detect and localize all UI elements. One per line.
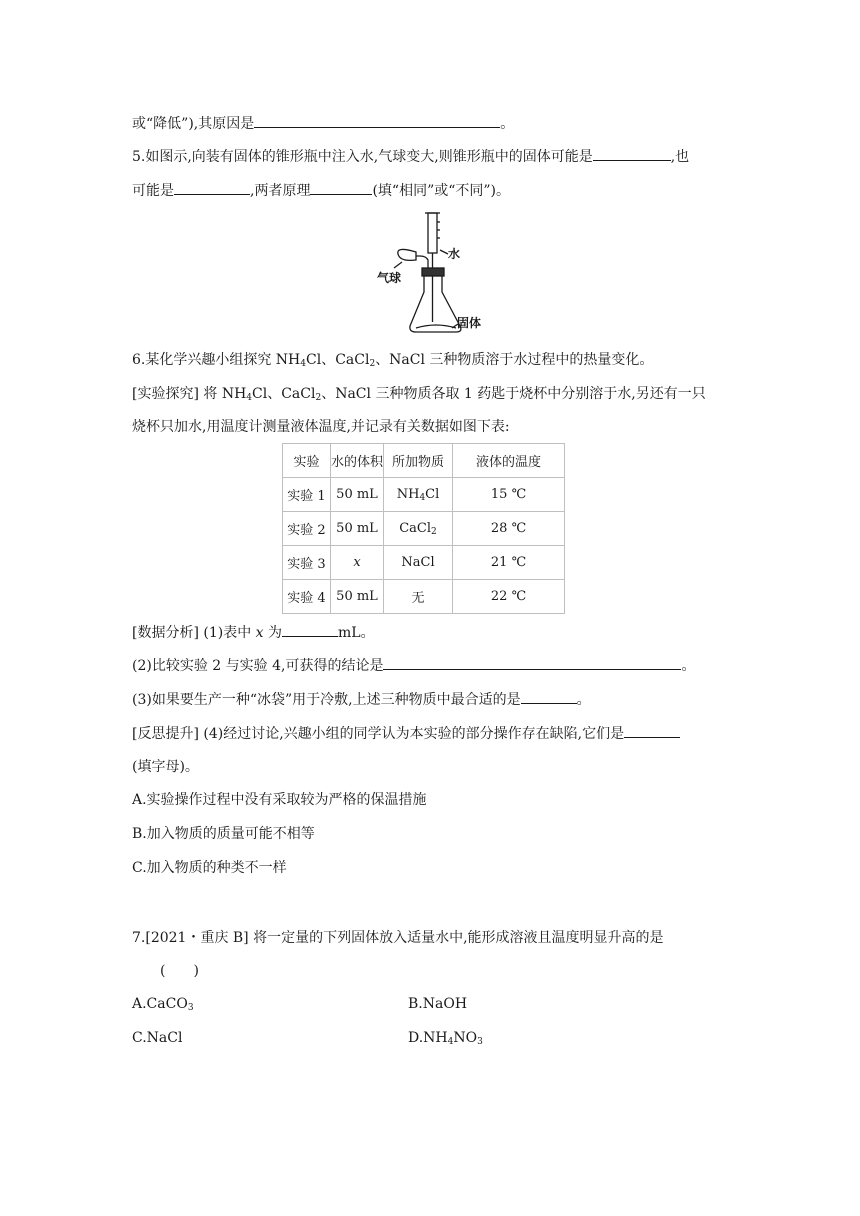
substance-a: NH xyxy=(396,487,420,502)
q6-p1-a: [数据分析] (1)表中 xyxy=(132,625,256,641)
subscript: 2 xyxy=(369,359,376,369)
table-header: 液体的温度 xyxy=(453,444,565,478)
subscript: 2 xyxy=(315,393,322,403)
q6-explore-c: 、NaCl 三种物质各取 1 药匙于烧杯中分别溶于水,另还有一只 xyxy=(321,386,706,402)
q5-text-d: ,两者原理 xyxy=(250,183,311,199)
subscript: 4 xyxy=(246,393,253,403)
table-cell: 28 ℃ xyxy=(453,512,565,546)
option-a-text: A.CaCO xyxy=(132,996,188,1012)
q7-stem: 7.[2021・重庆 B] 将一定量的下列固体放入适量水中,能形成溶液且温度明显升高的是 xyxy=(132,930,664,946)
q7-option-d xyxy=(408,1028,483,1048)
q5-text-c: 可能是 xyxy=(132,183,174,199)
answer-blank xyxy=(174,180,250,195)
option-b: B.加入物质的质量可能不相等 xyxy=(132,826,315,842)
q6-part-2 xyxy=(132,655,695,676)
subscript: 4 xyxy=(300,359,307,369)
q6-p1-c: mL。 xyxy=(338,625,375,641)
answer-blank xyxy=(593,146,671,161)
table-cell: 21 ℃ xyxy=(453,546,565,580)
table-cell: 15 ℃ xyxy=(453,478,565,512)
table-cell: NaCl xyxy=(384,546,453,580)
q5-text-b: ,也 xyxy=(670,149,690,165)
option-c: C.加入物质的种类不一样 xyxy=(132,860,287,876)
q6-p2-b: 。 xyxy=(681,658,696,674)
q7-answer-paren: ( ) xyxy=(160,963,199,979)
q6-intro-b: Cl、CaCl xyxy=(306,352,370,368)
q6-explore xyxy=(132,384,706,404)
table-row xyxy=(283,580,565,614)
q6-p2-a: (2)比较实验 2 与实验 4,可获得的结论是 xyxy=(132,658,384,674)
substance-a: CaCl xyxy=(399,521,432,536)
table-cell: 实验 1 xyxy=(283,478,331,512)
q6-p3-b: 。 xyxy=(576,692,591,708)
table-cell: 50 mL xyxy=(331,478,384,512)
option-a: A.实验操作过程中没有采取较为严格的保温措施 xyxy=(132,792,427,808)
answer-blank xyxy=(254,113,500,128)
answer-blank xyxy=(624,723,680,738)
q5-line-1 xyxy=(132,146,689,167)
option-d-text-a: D.NH xyxy=(408,1030,448,1046)
table-cell xyxy=(384,478,453,512)
q5-text-e: (填“相同”或“不同”)。 xyxy=(372,183,511,199)
subscript: 3 xyxy=(187,1003,194,1013)
balloon-label: 气球 xyxy=(377,271,402,285)
q6-p1-b: 为 xyxy=(263,625,283,641)
table-cell: 50 mL xyxy=(331,512,384,546)
q6-intro xyxy=(132,350,653,370)
solid-label: 固体 xyxy=(457,316,482,330)
table-header-row xyxy=(283,444,565,478)
option-d-text-b: NO xyxy=(453,1030,478,1046)
flask-balloon-figure xyxy=(372,210,492,336)
subscript: 4 xyxy=(447,1037,454,1047)
table-cell: 实验 4 xyxy=(283,580,331,614)
subscript: 3 xyxy=(477,1037,483,1047)
subscript: 4 xyxy=(419,493,426,503)
table-cell: x xyxy=(331,546,384,580)
table-cell xyxy=(384,512,453,546)
q6-p4-a: [反思提升] (4)经过讨论,兴趣小组的同学认为本实验的部分操作存在缺陷,它们是 xyxy=(132,726,625,742)
substance-b: Cl xyxy=(425,487,440,502)
table-cell: 实验 3 xyxy=(283,546,331,580)
q6-explore-a: [实验探究] 将 NH xyxy=(132,386,247,402)
table-cell: 22 ℃ xyxy=(453,580,565,614)
table-cell: 实验 2 xyxy=(283,512,331,546)
variable-x: x xyxy=(255,625,264,641)
subscript: 2 xyxy=(431,527,437,537)
q7-option-a xyxy=(132,994,194,1014)
table-cell: 无 xyxy=(384,580,453,614)
q6-intro-a: 6.某化学兴趣小组探究 NH xyxy=(132,352,301,368)
q6-part-1 xyxy=(132,622,375,643)
table-row xyxy=(283,512,565,546)
q5-text-a: 5.如图示,向装有固体的锥形瓶中注入水,气球变大,则锥形瓶中的固体可能是 xyxy=(132,149,593,165)
q6-part-3 xyxy=(132,689,591,710)
answer-blank xyxy=(383,655,681,670)
table-cell: 50 mL xyxy=(331,580,384,614)
q4-tail-line xyxy=(132,113,514,134)
q6-explore-2: 烧杯只加水,用温度计测量液体温度,并记录有关数据如图下表: xyxy=(132,419,510,435)
answer-blank xyxy=(310,180,372,195)
table-row xyxy=(283,478,565,512)
q6-part-4 xyxy=(132,723,680,744)
q7-option-c: C.NaCl xyxy=(132,1030,183,1046)
q6-explore-b: Cl、CaCl xyxy=(252,386,316,402)
q6-part-4-tail: (填字母)。 xyxy=(132,759,199,775)
experiment-table xyxy=(282,443,565,614)
table-header: 所加物质 xyxy=(384,444,453,478)
q6-p3-a: (3)如果要生产一种“冰袋”用于冷敷,上述三种物质中最合适的是 xyxy=(132,692,521,708)
answer-blank xyxy=(282,622,338,637)
table-header: 水的体积 xyxy=(331,444,384,478)
q4-tail-text: 或“降低”),其原因是 xyxy=(132,116,255,132)
q4-tail-end: 。 xyxy=(500,116,515,132)
q5-line-2 xyxy=(132,180,510,201)
q6-intro-c: 、NaCl 三种物质溶于水过程中的热量变化。 xyxy=(375,352,654,368)
water-label: 水 xyxy=(448,247,461,261)
table-row xyxy=(283,546,565,580)
table-header: 实验 xyxy=(283,444,331,478)
q7-option-b: B.NaOH xyxy=(408,996,468,1012)
answer-blank xyxy=(521,689,577,704)
